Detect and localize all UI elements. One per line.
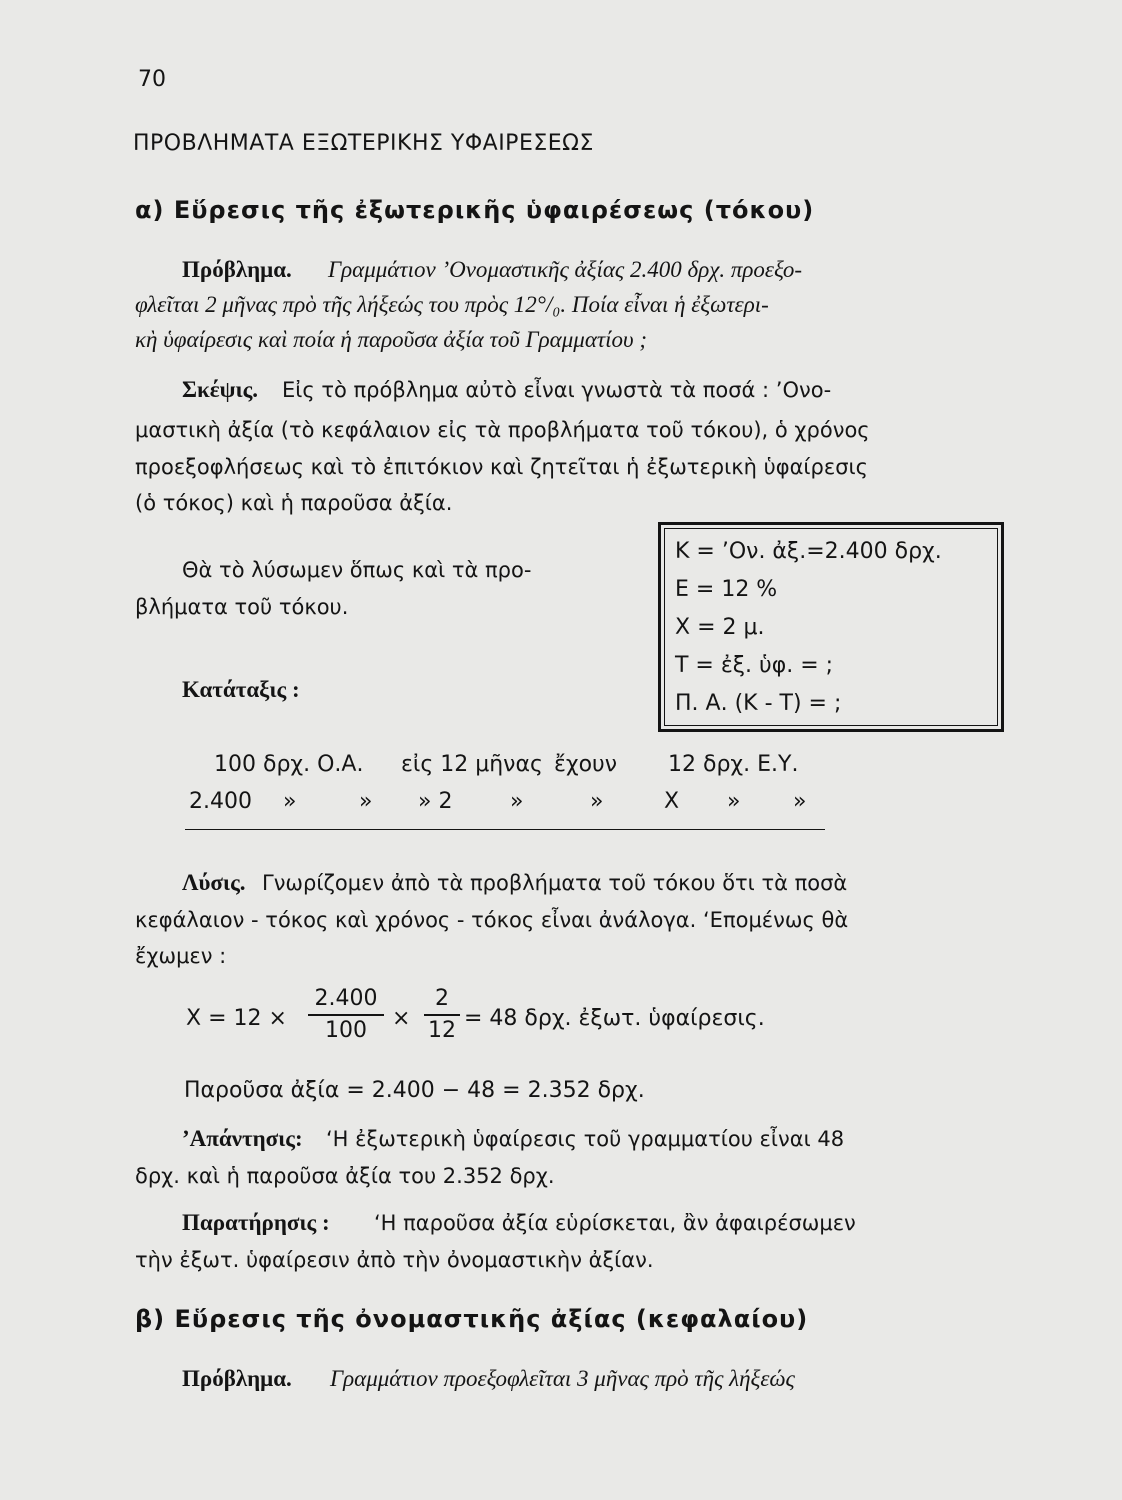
present-value-line: Παροῦσα ἀξία = 2.400 − 48 = 2.352 δρχ. [184,1078,645,1103]
formula-lhs: Χ = 12 × [186,1006,287,1031]
table-cell: 100 δρχ. Ο.Α. [214,752,364,777]
thinking-line: προεξοφλήσεως καὶ τὸ ἐπιτόκιον καὶ ζητεῖται ἡ ἐξωτερικὴ ὑφαίρεσις [135,455,868,479]
fraction-denominator: 100 [325,1018,367,1043]
answer-line: ‘Η ἐξωτερικὴ ὑφαίρεσις τοῦ γραμματίου εἶναι 48 [326,1127,845,1151]
solution-line: κεφάλαιον - τόκος καὶ χρόνος - τόκος εἶναι ἀνάλογα. ‘Επομένως θὰ [135,908,849,932]
thinking-line: μαστικὴ ἀξία (τὸ κεφάλαιον εἰς τὰ προβλήματα τοῦ τόκου), ὁ χρόνος [135,418,870,442]
table-cell: Χ [664,789,680,814]
fraction-1 [308,986,384,1044]
solution-line: Γνωρίζομεν ἀπὸ τὰ προβλήματα τοῦ τόκου ὅτι τὰ ποσὰ [262,871,848,895]
box-line: Κ = ’Ον. ἀξ.=2.400 δρχ. [675,539,942,564]
section-a-heading: α) Εὕρεσις τῆς ἐξωτερικῆς ὑφαιρέσεως (τόκου) [135,196,815,224]
answer-label: ’Απάντησις: [182,1126,303,1151]
problem-line: Γραμμάτιον ’Ονομαστικῆς ἀξίας 2.400 δρχ. προεξο- [328,257,803,282]
table-cell: » [590,789,604,814]
problem-label: Πρόβλημα. [182,1366,292,1391]
table-rule [185,829,825,830]
table-cell: » [283,789,297,814]
page-number: 70 [138,67,166,92]
thinking-line: (ὁ τόκος) καὶ ἡ παροῦσα ἀξία. [135,491,453,515]
table-cell: » [727,789,741,814]
box-line: Π. Α. (Κ - Τ) = ; [675,691,842,716]
problem-line: κὴ ὑφαίρεσις καὶ ποία ἡ παροῦσα ἀξία τοῦ Γραμματίου ; [135,327,647,352]
problem-line: Γραμμάτιον προεξοφλεῖται 3 μῆνας πρὸ τῆς λήξεώς [330,1366,795,1391]
remark-line: ‘Η παροῦσα ἀξία εὑρίσκεται, ἂν ἀφαιρέσωμεν [374,1211,856,1235]
formula-rhs: = 48 δρχ. ἐξωτ. ὑφαίρεσις. [464,1006,765,1031]
box-line: Χ = 2 μ. [675,615,765,640]
given-values-box [658,522,1004,732]
table-cell: 2.400 [189,789,252,814]
table-cell: εἰς 12 μῆνας [401,752,543,777]
remark-line: τὴν ἐξωτ. ὑφαίρεσιν ἀπὸ τὴν ὀνομαστικὴν ἀξίαν. [135,1248,654,1272]
box-line: Ε = 12 % [675,577,778,602]
table-cell: » [359,789,373,814]
table-cell: » [510,789,524,814]
running-header: ΠΡΟΒΛΗΜΑΤΑ ΕΞΩΤΕΡΙΚΗΣ ΥΦΑΙΡΕΣΕΩΣ [133,131,594,156]
fraction-denominator: 12 [428,1018,456,1043]
solve-like-line: βλήματα τοῦ τόκου. [135,595,349,619]
fraction-numerator: 2.400 [314,986,378,1011]
problem-line: φλεῖται 2 μῆνας πρὸ τῆς λήξεώς του πρὸς 12°/₀. Ποία εἶναι ἡ ἐξωτερι- [135,292,769,317]
formula-times: × [392,1006,411,1031]
table-cell: 12 δρχ. Ε.Υ. [668,752,799,777]
thinking-line: Εἰς τὸ πρόβλημα αὐτὸ εἶναι γνωστὰ τὰ ποσά : ’Ονο- [282,378,832,402]
arrangement-label: Κατάταξις : [182,677,300,702]
problem-label: Πρόβλημα. [182,257,292,282]
fraction-numerator: 2 [435,986,449,1011]
thinking-label: Σκέψις. [182,377,259,402]
table-cell: » 2 [418,789,453,814]
table-cell: ἔχουν [554,752,618,777]
solution-line: ἔχωμεν : [135,944,227,968]
answer-line: δρχ. καὶ ἡ παροῦσα ἀξία του 2.352 δρχ. [135,1164,555,1188]
fraction-2 [424,986,460,1044]
solution-label: Λύσις. [182,870,246,895]
fraction-bar [424,1014,460,1016]
solve-like-line: Θὰ τὸ λύσωμεν ὅπως καὶ τὰ προ- [182,558,532,582]
fraction-bar [308,1014,384,1016]
remark-label: Παρατήρησις : [182,1210,330,1235]
section-b-heading: β) Εὕρεσις τῆς ὀνομαστικῆς ἀξίας (κεφαλαίου) [135,1305,809,1333]
box-line: Τ = ἐξ. ὑφ. = ; [675,653,834,678]
table-cell: » [793,789,807,814]
